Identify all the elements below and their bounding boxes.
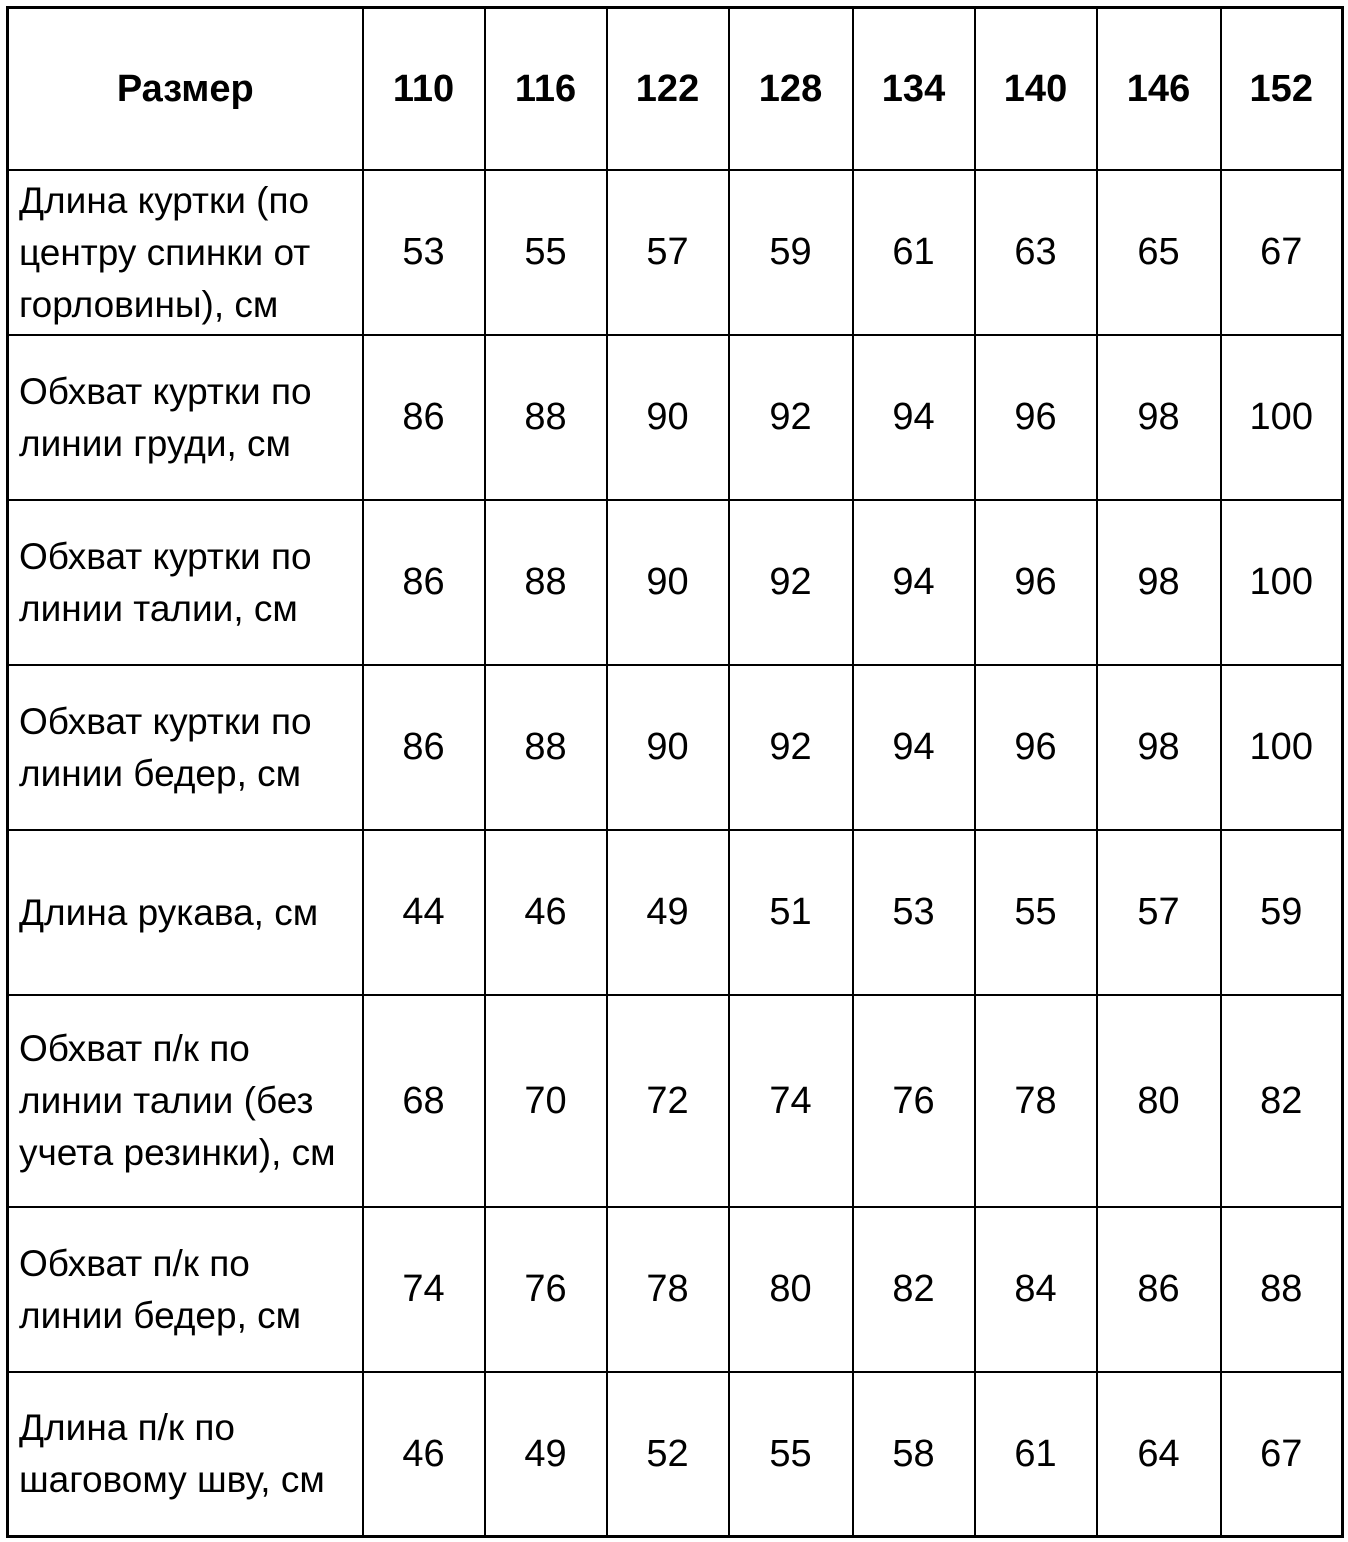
value-cell-size-116: 55 [485,170,607,335]
value-cell-size-122: 72 [607,995,729,1207]
row-pants-waist [8,995,1343,1207]
value-cell-size-128: 51 [729,830,853,995]
value-cell-size-116: 76 [485,1207,607,1372]
value-cell-size-122: 90 [607,500,729,665]
value-cell-size-140: 96 [975,500,1097,665]
value-cell-size-110: 44 [363,830,485,995]
row-pants-inseam [8,1372,1343,1537]
value-cell-size-152: 100 [1221,335,1343,500]
value-cell-size-116: 88 [485,500,607,665]
row-jacket-chest [8,335,1343,500]
value-cell-size-110: 86 [363,335,485,500]
value-cell-size-134: 53 [853,830,975,995]
value-cell-size-146: 98 [1097,500,1221,665]
value-cell-size-116: 46 [485,830,607,995]
header-size-label: Размер [8,8,363,171]
value-cell-size-134: 76 [853,995,975,1207]
value-cell-size-134: 61 [853,170,975,335]
value-cell-size-116: 88 [485,335,607,500]
value-cell-size-140: 63 [975,170,1097,335]
value-cell-size-128: 92 [729,335,853,500]
value-cell-size-146: 98 [1097,335,1221,500]
value-cell-size-134: 94 [853,500,975,665]
value-cell-size-140: 84 [975,1207,1097,1372]
header-size-122: 122 [607,8,729,171]
value-cell-size-116: 49 [485,1372,607,1537]
size-chart-table [6,6,1344,1538]
header-size-134: 134 [853,8,975,171]
value-cell-size-128: 74 [729,995,853,1207]
row-sleeve-length [8,830,1343,995]
header-size-116: 116 [485,8,607,171]
row-label: Обхват п/к по линии бедер, см [8,1207,363,1372]
value-cell-size-140: 55 [975,830,1097,995]
value-cell-size-140: 78 [975,995,1097,1207]
row-label: Длина куртки (по центру спинки от горловины), см [8,170,363,335]
header-size-146: 146 [1097,8,1221,171]
value-cell-size-122: 78 [607,1207,729,1372]
row-label: Обхват куртки по линии бедер, см [8,665,363,830]
value-cell-size-110: 46 [363,1372,485,1537]
header-size-152: 152 [1221,8,1343,171]
value-cell-size-152: 82 [1221,995,1343,1207]
row-jacket-waist [8,500,1343,665]
row-jacket-hips [8,665,1343,830]
value-cell-size-146: 98 [1097,665,1221,830]
value-cell-size-140: 96 [975,665,1097,830]
value-cell-size-146: 86 [1097,1207,1221,1372]
value-cell-size-134: 94 [853,665,975,830]
value-cell-size-110: 86 [363,500,485,665]
row-pants-hips [8,1207,1343,1372]
value-cell-size-128: 92 [729,500,853,665]
value-cell-size-122: 90 [607,335,729,500]
value-cell-size-128: 55 [729,1372,853,1537]
header-row [8,8,1343,171]
value-cell-size-152: 59 [1221,830,1343,995]
value-cell-size-152: 67 [1221,170,1343,335]
row-label: Обхват куртки по линии груди, см [8,335,363,500]
value-cell-size-152: 100 [1221,665,1343,830]
value-cell-size-152: 88 [1221,1207,1343,1372]
value-cell-size-146: 57 [1097,830,1221,995]
value-cell-size-152: 100 [1221,500,1343,665]
value-cell-size-110: 74 [363,1207,485,1372]
value-cell-size-116: 88 [485,665,607,830]
row-label: Длина рукава, см [8,830,363,995]
value-cell-size-122: 49 [607,830,729,995]
value-cell-size-134: 94 [853,335,975,500]
header-size-128: 128 [729,8,853,171]
value-cell-size-122: 57 [607,170,729,335]
value-cell-size-110: 68 [363,995,485,1207]
value-cell-size-128: 80 [729,1207,853,1372]
value-cell-size-122: 90 [607,665,729,830]
header-size-140: 140 [975,8,1097,171]
value-cell-size-134: 58 [853,1372,975,1537]
value-cell-size-140: 96 [975,335,1097,500]
value-cell-size-110: 86 [363,665,485,830]
value-cell-size-128: 92 [729,665,853,830]
value-cell-size-146: 64 [1097,1372,1221,1537]
value-cell-size-122: 52 [607,1372,729,1537]
value-cell-size-146: 65 [1097,170,1221,335]
value-cell-size-128: 59 [729,170,853,335]
row-label: Длина п/к по шаговому шву, см [8,1372,363,1537]
value-cell-size-146: 80 [1097,995,1221,1207]
row-label: Обхват куртки по линии талии, см [8,500,363,665]
value-cell-size-134: 82 [853,1207,975,1372]
value-cell-size-140: 61 [975,1372,1097,1537]
header-size-110: 110 [363,8,485,171]
row-jacket-length [8,170,1343,335]
row-label: Обхват п/к по линии талии (без учета резинки), см [8,995,363,1207]
value-cell-size-110: 53 [363,170,485,335]
value-cell-size-152: 67 [1221,1372,1343,1537]
value-cell-size-116: 70 [485,995,607,1207]
